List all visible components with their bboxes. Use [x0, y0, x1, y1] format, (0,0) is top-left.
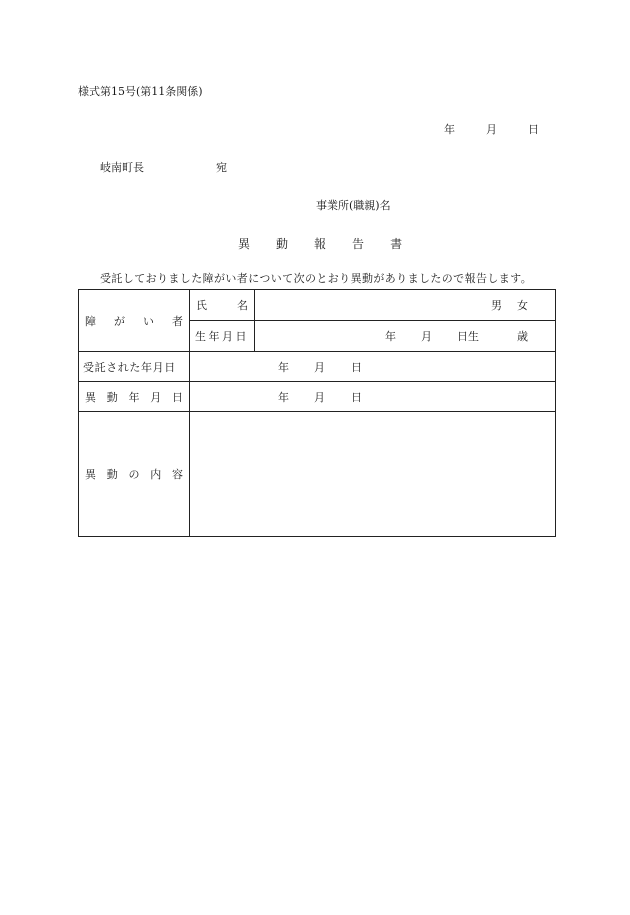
entrusted-date-field[interactable]: [190, 352, 556, 382]
change-year-label: 年: [278, 390, 289, 404]
name-field[interactable]: [255, 290, 556, 321]
title-char: 動: [276, 237, 289, 251]
person-label-char: 者: [172, 314, 183, 328]
change-date-label-char: 月: [150, 390, 162, 404]
change-content-label-char: 動: [106, 468, 118, 481]
change-content-label-char: の: [128, 468, 140, 481]
change-content-label-char: 内: [150, 468, 162, 481]
table-row: [79, 382, 556, 412]
entrusted-date-label-cell: [79, 352, 190, 382]
entrusted-day-label: 日: [351, 360, 362, 374]
birth-label: 生年月日: [195, 330, 249, 343]
birth-date-field[interactable]: [255, 321, 556, 352]
change-date-label-char: 動: [106, 390, 118, 404]
change-month-label: 月: [314, 390, 325, 404]
sex-option-female[interactable]: 女: [517, 299, 528, 312]
date-month-label: 月: [486, 123, 497, 136]
change-content-field[interactable]: [190, 412, 556, 537]
name-label-char: 氏: [196, 299, 207, 312]
birth-day-label: 日生: [457, 330, 479, 343]
report-table: [78, 289, 556, 537]
birth-label-cell: [190, 321, 255, 352]
entrusted-date-label: 受託された年月日: [83, 360, 176, 374]
intro-text: 受託しておりました障がい者について次のとおり異動がありましたので報告します。: [100, 272, 533, 285]
title-char: 書: [390, 237, 403, 251]
birth-year-label: 年: [385, 330, 396, 343]
sex-option-male[interactable]: 男: [491, 299, 502, 312]
table-row: [79, 352, 556, 382]
title-char: 報: [314, 237, 327, 251]
name-label-char: 名: [237, 299, 248, 312]
document-title: [238, 238, 402, 250]
addressee: [100, 162, 227, 173]
change-content-label-char: 異: [85, 468, 96, 481]
age-label: 歳: [517, 330, 528, 343]
entrusted-month-label: 月: [314, 360, 325, 374]
change-date-label-cell: [79, 382, 190, 412]
change-content-label-char: 容: [172, 468, 183, 481]
table-row: [79, 290, 556, 321]
date-day-label: 日: [528, 123, 539, 136]
title-char: 告: [352, 237, 365, 251]
change-date-label-char: 日: [172, 390, 183, 404]
change-date-label-char: 異: [85, 390, 96, 404]
date-year-label: 年: [444, 123, 455, 136]
addressee-name: 岐南町長: [100, 161, 144, 174]
title-char: 異: [238, 237, 251, 251]
office-name-label: 事業所(職親)名: [316, 199, 391, 212]
person-label-cell: [79, 290, 190, 352]
change-day-label: 日: [351, 390, 362, 404]
report-date: [444, 124, 539, 135]
change-date-field[interactable]: [190, 382, 556, 412]
birth-month-label: 月: [421, 330, 432, 343]
table-row: [79, 412, 556, 537]
person-label-char: 障: [85, 314, 96, 328]
person-label-char: が: [114, 314, 125, 328]
name-label-cell: [190, 290, 255, 321]
change-content-label-cell: [79, 412, 190, 537]
entrusted-year-label: 年: [278, 360, 289, 374]
form-number: 様式第15号(第11条関係): [78, 85, 203, 98]
addressee-suffix: 宛: [216, 161, 227, 174]
change-date-label-char: 年: [128, 390, 140, 404]
person-label-char: い: [143, 314, 154, 328]
